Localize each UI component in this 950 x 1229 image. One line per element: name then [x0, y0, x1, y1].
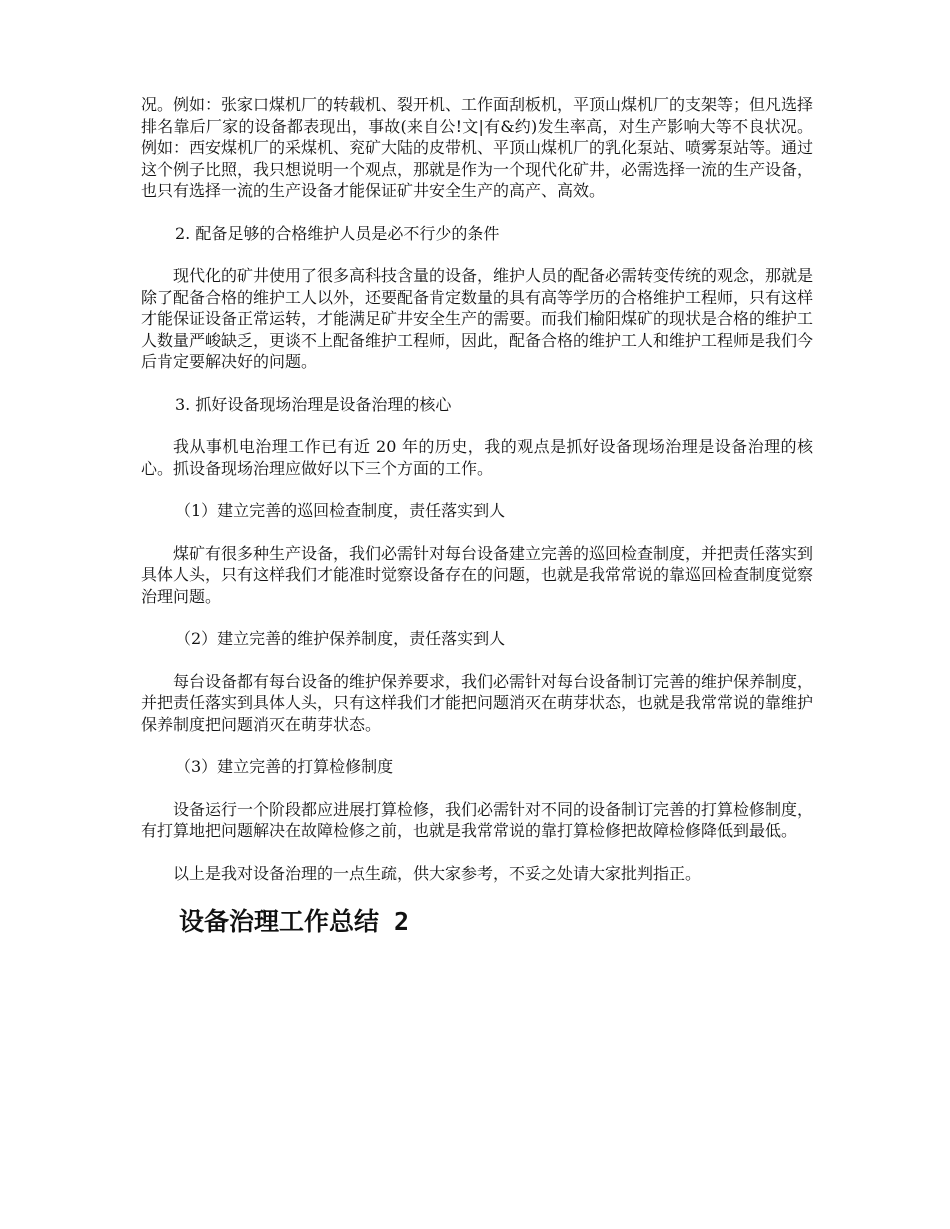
subheading-2: 2. 配备足够的合格维护人员是必不行少的条件: [175, 223, 500, 243]
paragraph-planned-overhaul: 设备运行一个阶段都应进展打算检修，我们必需针对不同的设备制订完善的打算检修制度，有打算地把问题解决在故障检修之前，也就是我常常说的靠打算检修把故障检修降低到最低。: [141, 799, 814, 840]
subheading-3-2: （2）建立完善的维护保养制度，责任落实到人: [175, 629, 506, 648]
paragraph-intro-continued: 况。例如：张家口煤机厂的转载机、裂开机、工作面刮板机，平顶山煤机厂的支架等；但凡选择排名靠后厂家的设备都表现出，事故(来自公!文|有&约)发生率高，对生产影响大等不良状况。例如：西安煤机厂的采煤机、兖矿大陆的皮带机、平顶山煤机厂的乳化泵站、喷雾泵站等。通过这个例子比照，我只想说明一个观点，那就是作为一个现代化矿井，必需选择一流的生产设备，也只有选择一流的生产设备才能保证矿井安全生产的高产、高效。: [141, 95, 814, 200]
paragraph-inspection: 煤矿有很多种生产设备，我们必需针对每台设备建立完善的巡回检查制度，并把责任落实到具体人头，只有这样我们才能准时觉察设备存在的问题，也就是我常常说的靠巡回检查制度觉察治理问题。: [141, 543, 814, 606]
paragraph-maintenance: 每台设备都有每台设备的维护保养要求，我们必需针对每台设备制订完善的维护保养制度，并把责任落实到具体人头，只有这样我们才能把问题消灭在萌芽状态，也就是我常常说的靠维护保养制度把问题消灭在萌芽状态。: [141, 671, 814, 734]
paragraph-conclusion: 以上是我对设备治理的一点生疏，供大家参考，不妥之处请大家批判指正。: [173, 863, 702, 883]
subheading-3: 3. 抓好设备现场治理是设备治理的核心: [175, 394, 452, 414]
subheading-3-3: （3）建立完善的打算检修制度: [175, 757, 394, 776]
subheading-3-1: （1）建立完善的巡回检查制度，责任落实到人: [175, 501, 506, 520]
paragraph-site-management: 我从事机电治理工作已有近 20 年的历史，我的观点是抓好设备现场治理是设备治理的核心。抓设备现场治理应做好以下三个方面的工作。: [141, 437, 813, 478]
section-title: 设备治理工作总结 2: [179, 907, 410, 936]
paragraph-maintenance-staff: 现代化的矿井使用了很多高科技含量的设备，维护人员的配备必需转变传统的观念，那就是除了配备合格的维护工人以外，还要配备肯定数量的具有高等学历的合格维护工程师，只有这样才能保证设备正常运转，才能满足矿井安全生产的需要。而我们榆阳煤矿的现状是合格的维护工人数量严峻缺乏，更谈不上配备维护工程师，因此，配备合格的维护工人和维护工程师是我们今后肯定要解决好的问题。: [141, 266, 814, 371]
document-page: [141, 94, 813, 939]
